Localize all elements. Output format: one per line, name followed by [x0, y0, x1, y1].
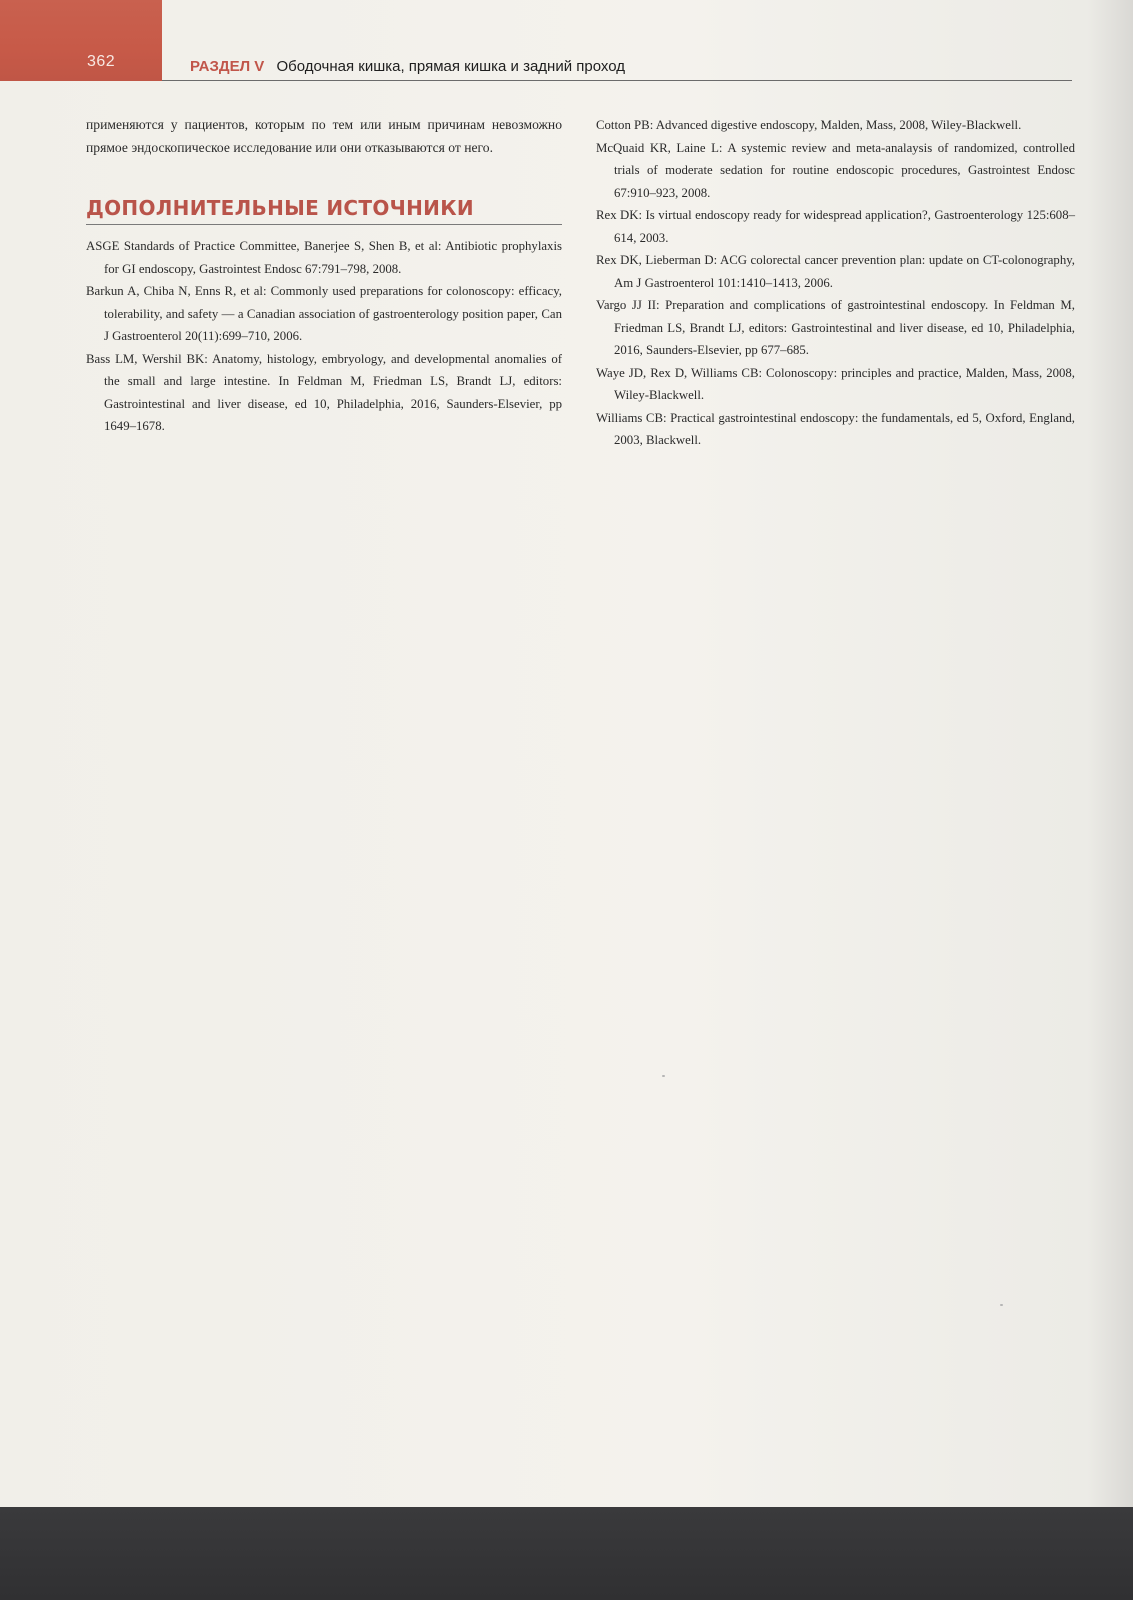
footer-band	[0, 1507, 1133, 1600]
reference-item: Vargo JJ II: Preparation and complications of gastrointestinal endoscopy. In Feldman M, Friedman LS, Brandt LJ, editors: Gastrointestinal and liver disease, ed 10, Philadelphia, 2016, Saunders-Elsevier, pp 677–685.	[596, 298, 1075, 357]
reference-item: ASGE Standards of Practice Committee, Banerjee S, Shen B, et al: Antibiotic prophylaxis for GI endoscopy, Gastrointest Endosc 67:791–798, 2008.	[86, 239, 562, 276]
running-head	[190, 58, 625, 75]
page-number-tab	[0, 0, 162, 81]
reference-item: Bass LM, Wershil BK: Anatomy, histology, embryology, and developmental anomalies of the small and large intestine. In Feldman M, Friedman LS, Brandt LJ, editors: Gastrointestinal and liver disease, ed 10, Philadelphia, 2016, Saunders-Elsevier, pp 1649–1678.	[86, 351, 562, 433]
right-column	[596, 114, 1075, 452]
reference-item: Barkun A, Chiba N, Enns R, et al: Commonly used preparations for colonoscopy: efficacy, tolerability, and safety — a Canadian association of gastroenterology position paper, Can J Gastroenterol 20(11):699–710, 2006.	[86, 284, 562, 343]
page-number: 362	[87, 53, 116, 70]
reference-item: Rex DK, Lieberman D: ACG colorectal cancer prevention plan: update on CT-colonography, Am J Gastroenterol 101:1410–1413, 2006.	[596, 253, 1075, 290]
references-heading: ДОПОЛНИТЕЛЬНЫЕ ИСТОЧНИКИ	[86, 195, 562, 225]
reference-item: Cotton PB: Advanced digestive endoscopy, Malden, Mass, 2008, Wiley-Blackwell.	[596, 118, 1022, 132]
section-title: Ободочная кишка, прямая кишка и задний проход	[276, 58, 625, 75]
reference-item: Williams CB: Practical gastrointestinal endoscopy: the fundamentals, ed 5, Oxford, England, 2003, Blackwell.	[596, 410, 1075, 447]
reference-item: McQuaid KR, Laine L: A systemic review and meta-analaysis of randomized, controlled trials of moderate sedation for routine endoscopic procedures, Gastrointest Endosc 67:910–923, 2008.	[596, 140, 1075, 200]
header-rule	[162, 80, 1072, 81]
section-label: РАЗДЕЛ V	[190, 58, 265, 75]
reference-list-left	[86, 235, 562, 438]
intro-paragraph: применяются у пациентов, которым по тем или иным причинам невозможно прямое эндоскопическое исследование или они отказываются от него.	[86, 117, 562, 155]
left-column	[86, 114, 562, 438]
scan-speck	[1000, 1304, 1003, 1306]
reference-item: Waye JD, Rex D, Williams CB: Colonoscopy: principles and practice, Malden, Mass, 2008, Wiley-Blackwell.	[596, 365, 1075, 402]
reference-list-right	[596, 114, 1075, 452]
reference-item: Rex DK: Is virtual endoscopy ready for widespread application?, Gastroenterology 125:608–614, 2003.	[596, 208, 1075, 245]
scan-speck	[662, 1075, 665, 1077]
